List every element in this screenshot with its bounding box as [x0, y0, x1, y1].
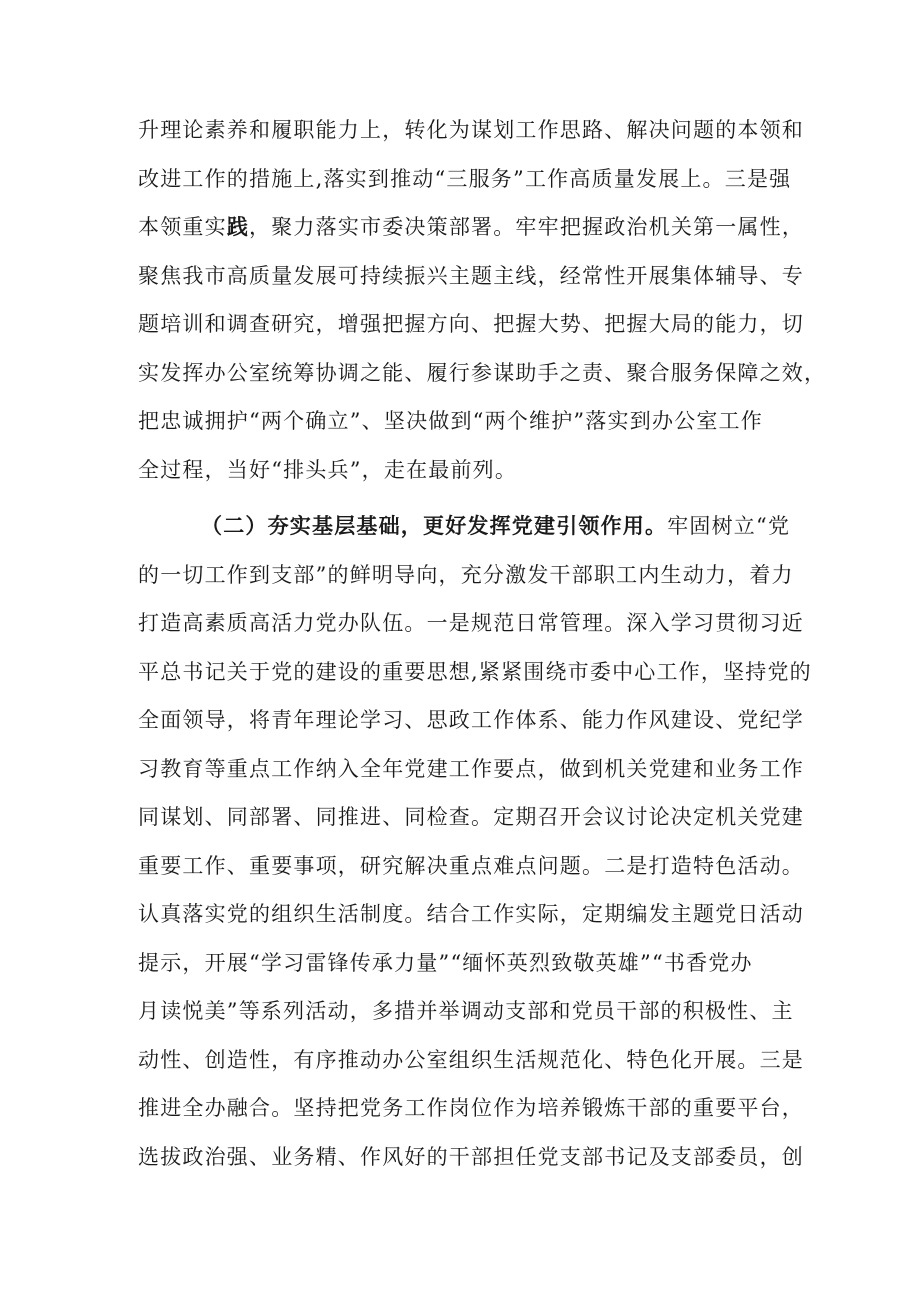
text-line: 重要工作、重要事项，研究解决重点难点问题。二是打造特色活动。	[138, 853, 804, 878]
text-line: 选拔政治强、业务精、作风好的干部担任党支部书记及支部委员，创	[138, 1144, 804, 1169]
text-segment: 牢固树立“党	[667, 514, 791, 538]
text-line: 同谋划、同部署、同推进、同检查。定期召开会议讨论决定机关党建	[138, 805, 804, 829]
text-line: 的一切工作到支部”的鲜明导向，充分激发干部职工内生动力，着力	[138, 562, 794, 587]
text-line	[138, 203, 805, 252]
text-line: 认真落实党的组织生活制度。结合工作实际，定期编发主题党日活动	[138, 902, 804, 926]
bold-character: 践	[226, 214, 250, 239]
text-line: 升理论素养和履职能力上，转化为谋划工作思路、解决问题的本领和	[138, 118, 804, 142]
text-line: 实发挥办公室统筹协调之能、履行参谋助手之责、聚合服务保障之效，	[138, 360, 827, 385]
text-segment: 本领重实	[138, 215, 227, 239]
text-line-first	[138, 502, 798, 551]
text-line: 改进工作的措施上,落实到推动“三服务”工作高质量发展上。三是强	[138, 166, 792, 191]
text-line: 推进全办融合。坚持把党务工作岗位作为培养锻炼干部的重要平台，	[138, 1096, 804, 1120]
text-segment: ，聚力落实市委决策部署。牢牢把握政治机关第一属性，	[249, 215, 805, 239]
text-line: 平总书记关于党的建设的重要思想,紧紧围绕市委中心工作，坚持党的	[138, 659, 812, 684]
text-line: 提示，开展“学习雷锋传承力量”“缅怀英烈致敬英雄”“书香党办	[138, 950, 753, 975]
text-line: 全过程，当好“排头兵”，走在最前列。	[138, 457, 518, 482]
paragraph-1	[138, 106, 827, 494]
text-line: 全面领导，将青年理论学习、思政工作体系、能力作风建设、党纪学	[138, 708, 804, 732]
text-line: 聚焦我市高质量发展可持续振兴主题主线，经常性开展集体辅导、专	[138, 263, 804, 288]
text-line: 题培训和调查研究，增强把握方向、把握大势、把握大局的能力，切	[138, 312, 804, 336]
paragraph-2	[138, 502, 812, 1181]
text-line: 打造高素质高活力党办队伍。一是规范日常管理。深入学习贯彻习近	[138, 611, 804, 635]
text-line: 把忠诚拥护“两个确立”、坚决做到“两个维护”落实到办公室工作	[138, 409, 763, 433]
text-line: 月读悦美”等系列活动，多措并举调动支部和党员干部的积极性、主	[138, 999, 794, 1023]
text-line: 习教育等重点工作纳入全年党建工作要点，做到机关党建和业务工作	[138, 756, 804, 781]
text-line: 动性、创造性，有序推动办公室组织生活规范化、特色化开展。三是	[138, 1047, 804, 1072]
section-heading: （二）夯实基层基础，更好发挥党建引领作用。	[201, 513, 668, 538]
